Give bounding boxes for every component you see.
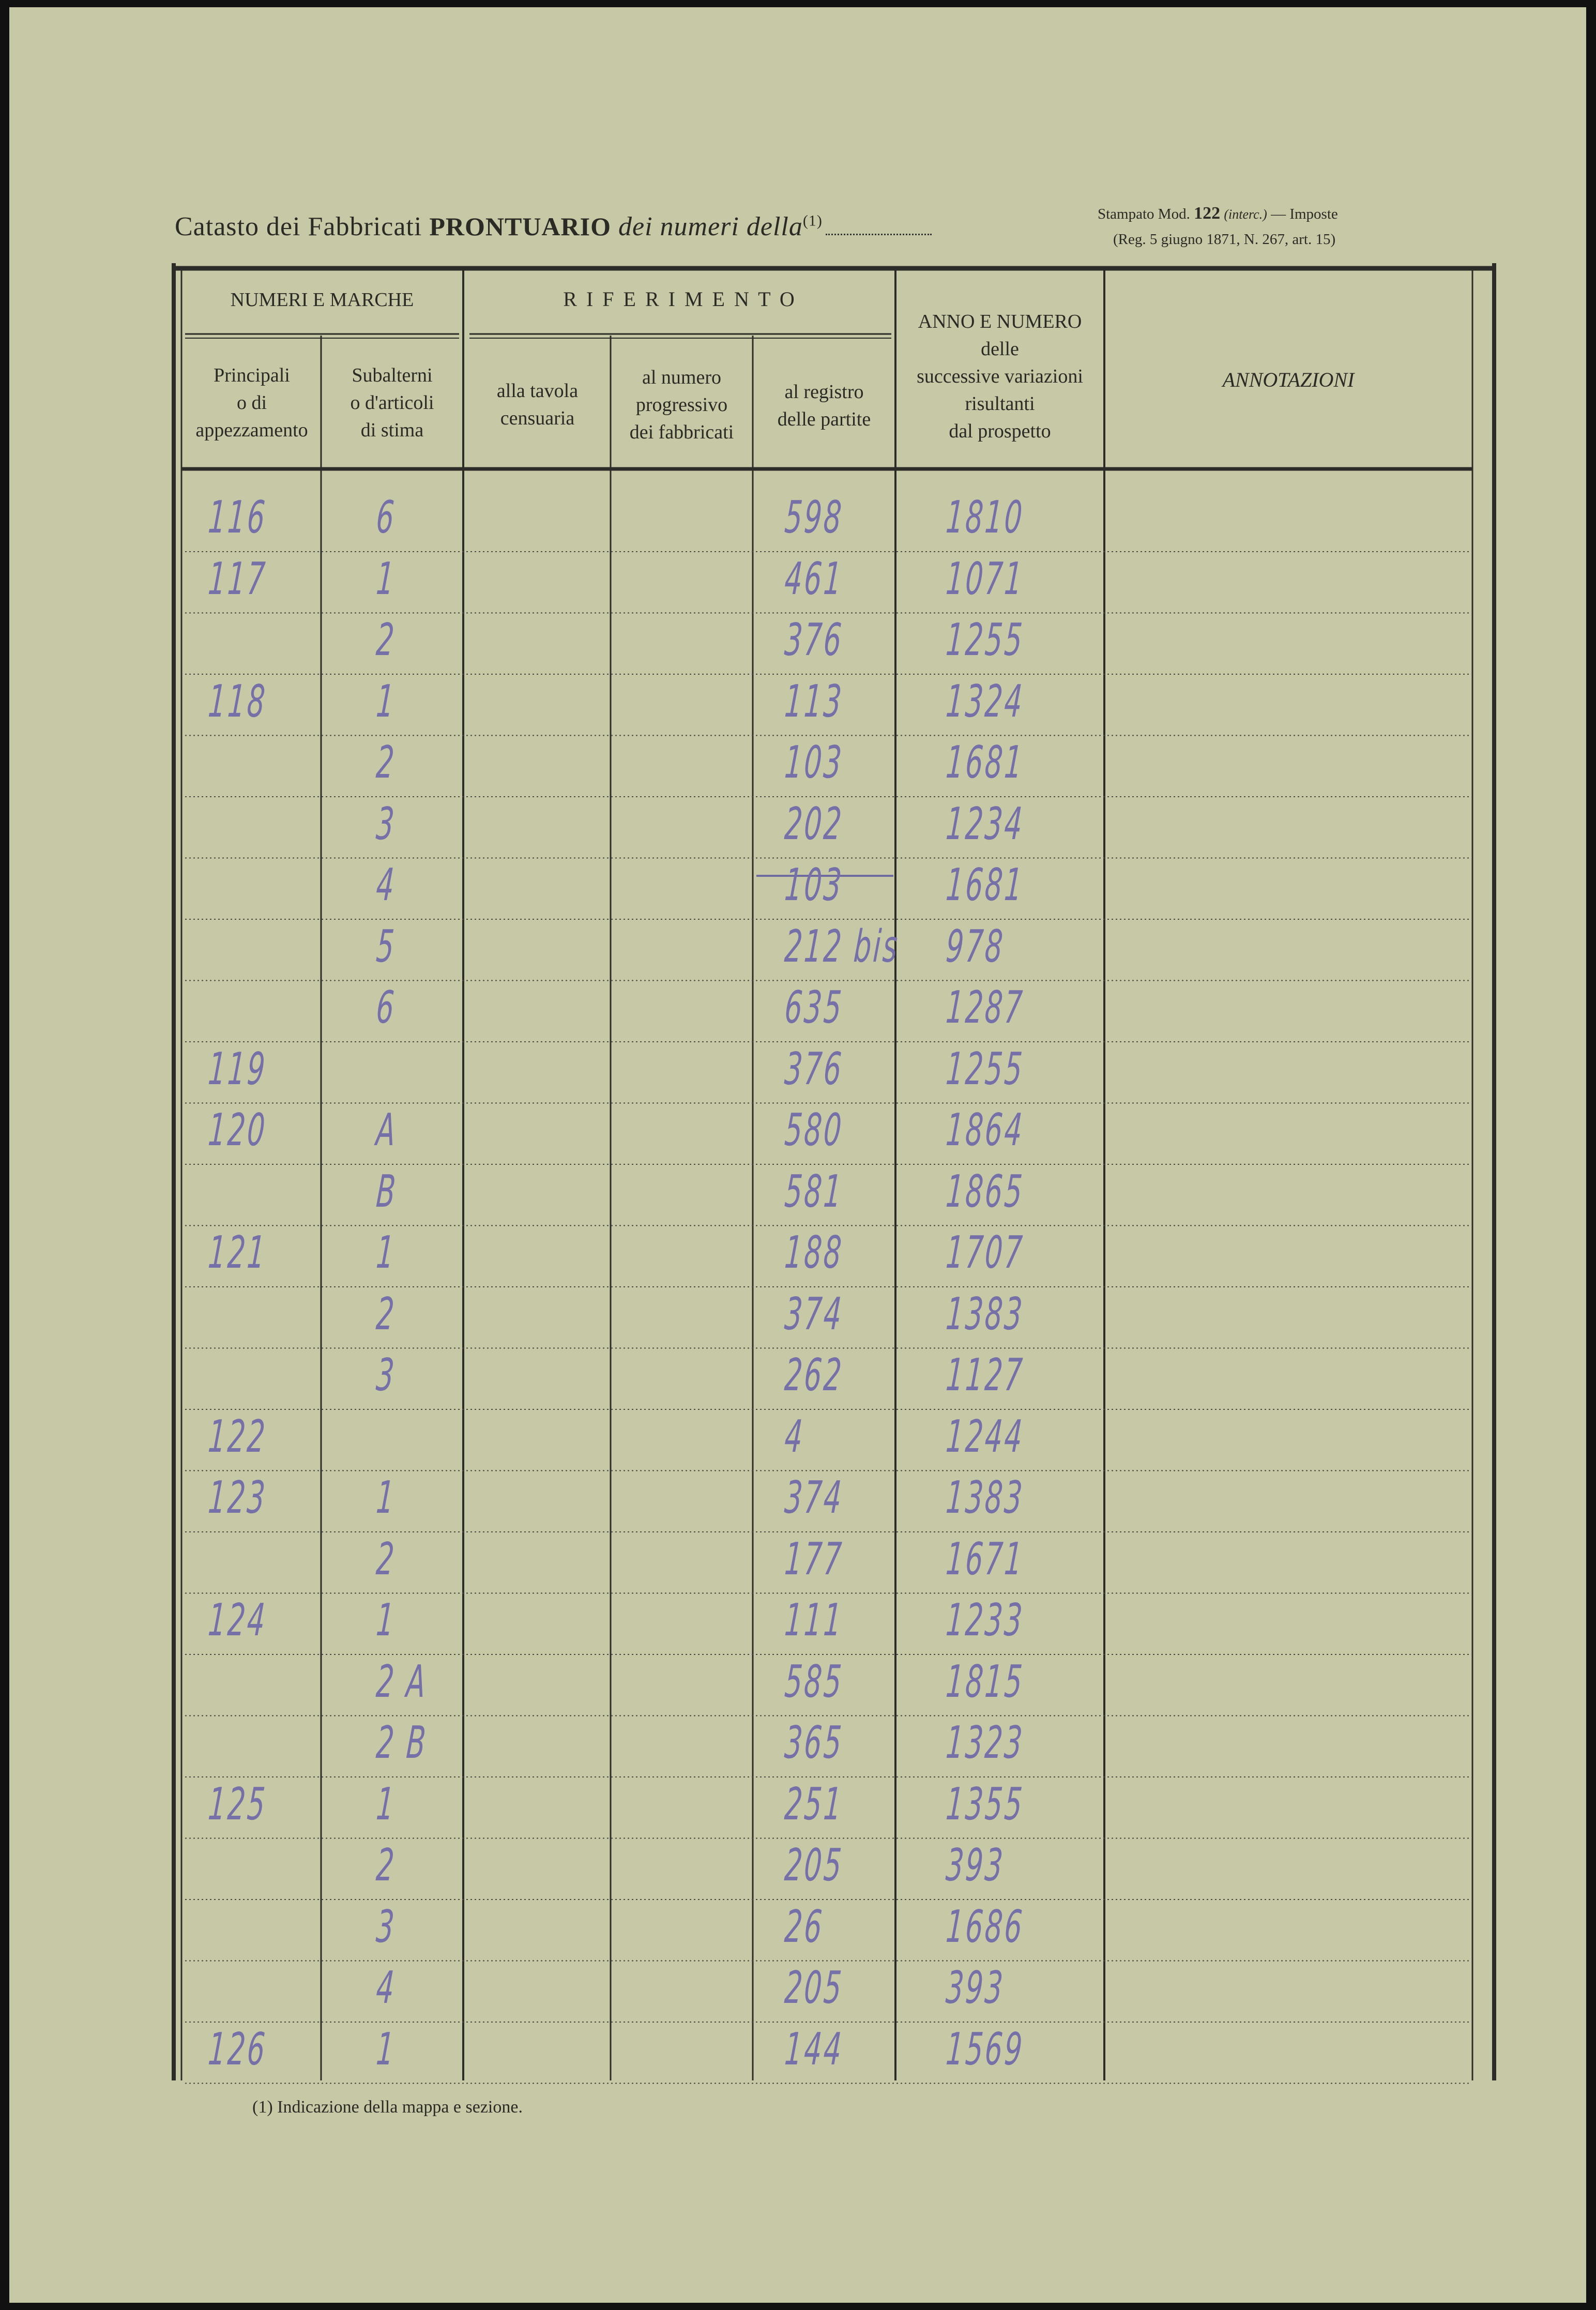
cell-anno: 1671 xyxy=(944,1533,1026,1585)
cell-subalterno: 1 xyxy=(374,675,398,727)
cell-anno: 1255 xyxy=(944,614,1026,666)
cell-anno: 1383 xyxy=(944,1288,1026,1340)
cell-registro: 376 xyxy=(783,1043,845,1095)
cell-anno: 1865 xyxy=(944,1165,1026,1218)
header-numeri-marche: NUMERI E MARCHE xyxy=(230,289,414,311)
cell-registro: 581 xyxy=(783,1165,845,1218)
cell-subalterno: 1 xyxy=(374,553,398,605)
cell-registro: 374 xyxy=(783,1288,845,1340)
cell-anno: 1681 xyxy=(944,737,1026,788)
header-progressivo-line2: progressivo xyxy=(635,394,728,416)
cell-subalterno: 6 xyxy=(374,982,398,1034)
cell-subalterno: 4 xyxy=(374,859,398,911)
cell-principale: 119 xyxy=(206,1043,269,1095)
cell-registro: 205 xyxy=(783,1840,845,1891)
title-bold: PRONTUARIO xyxy=(429,212,612,241)
cell-principale: 123 xyxy=(206,1472,269,1524)
cell-anno: 1287 xyxy=(944,982,1026,1034)
cell-registro: 461 xyxy=(783,553,845,605)
header-progressivo-line3: dei fabbricati xyxy=(629,421,734,443)
cell-registro: 4 xyxy=(783,1410,806,1463)
cell-principale: 117 xyxy=(206,553,269,605)
stamp-model-note: (interc.) xyxy=(1224,207,1267,222)
header-principali xyxy=(183,362,321,444)
cell-registro: 365 xyxy=(783,1717,845,1769)
cell-registro: 144 xyxy=(783,2023,845,2075)
cell-anno: 1810 xyxy=(944,492,1026,543)
cell-subalterno: 5 xyxy=(374,920,398,972)
cell-subalterno: 3 xyxy=(374,1349,398,1401)
cell-registro: 205 xyxy=(783,1962,845,2014)
cell-principale: 118 xyxy=(206,675,269,727)
header-principali-line3: appezzamento xyxy=(195,419,308,441)
cell-subalterno: 3 xyxy=(374,798,398,850)
header-principali-line1: Principali xyxy=(214,364,290,386)
cell-anno: 1255 xyxy=(944,1043,1026,1095)
cell-subalterno: 2 xyxy=(374,1288,398,1340)
cell-registro: 103 xyxy=(783,737,845,788)
cell-subalterno: 2 A xyxy=(374,1655,429,1708)
stamp-regulation: (Reg. 5 giugno 1871, N. 267, art. 15) xyxy=(1113,231,1336,248)
cell-anno: 393 xyxy=(944,1840,1007,1891)
cell-subalterno: A xyxy=(374,1104,399,1156)
cell-registro: 376 xyxy=(783,614,845,666)
header-anno-line3: successive variazioni xyxy=(917,366,1083,387)
cell-subalterno: 1 xyxy=(374,1778,398,1830)
header-subalterni-line1: Subalterni xyxy=(352,364,433,386)
cell-principale: 120 xyxy=(206,1104,269,1156)
header-anno-line4: risultanti xyxy=(965,393,1035,415)
header-anno-line5: dal prospetto xyxy=(949,420,1051,442)
cell-anno: 1355 xyxy=(944,1778,1026,1830)
cell-principale: 122 xyxy=(206,1410,269,1463)
cell-registro: 103 xyxy=(783,859,845,911)
footnote: (1) Indicazione della mappa e sezione. xyxy=(252,2098,523,2117)
cell-anno: 1864 xyxy=(944,1104,1026,1156)
header-anno-line2: delle xyxy=(981,338,1019,360)
cell-anno: 1686 xyxy=(944,1901,1026,1953)
cell-registro: 188 xyxy=(783,1227,845,1279)
cell-subalterno: 4 xyxy=(374,1962,398,2014)
cell-registro: 635 xyxy=(783,982,845,1034)
title-note-ref: (1) xyxy=(802,212,823,230)
cell-subalterno: 1 xyxy=(374,1594,398,1646)
cell-anno: 1815 xyxy=(944,1655,1026,1708)
cell-principale: 126 xyxy=(206,2023,269,2075)
cell-anno: 1707 xyxy=(944,1227,1026,1279)
cell-registro: 177 xyxy=(783,1533,845,1585)
cell-anno: 1233 xyxy=(944,1594,1026,1646)
cell-subalterno: 2 xyxy=(374,1533,398,1585)
header-progressivo xyxy=(611,364,753,446)
stamp-suffix: — Imposte xyxy=(1271,206,1338,222)
stamp-prefix: Stampato Mod. xyxy=(1098,206,1190,222)
cell-subalterno: 3 xyxy=(374,1901,398,1953)
cell-subalterno: 1 xyxy=(374,1227,398,1279)
header-tavola-line2: censuaria xyxy=(500,407,575,429)
title-prefix: Catasto dei Fabbricati xyxy=(175,212,422,241)
cell-registro: 585 xyxy=(783,1655,845,1708)
cell-subalterno: 2 xyxy=(374,614,398,666)
header-tavola xyxy=(464,377,611,432)
cell-subalterno: B xyxy=(374,1165,399,1218)
header-anno-line1: ANNO E NUMERO xyxy=(918,311,1082,332)
cell-anno: 1681 xyxy=(944,859,1026,911)
cell-anno: 1244 xyxy=(944,1410,1026,1463)
cell-registro: 113 xyxy=(783,675,845,727)
cell-registro: 262 xyxy=(783,1349,845,1401)
cell-anno: 1071 xyxy=(944,553,1026,605)
cell-registro: 26 xyxy=(783,1901,826,1953)
document-page xyxy=(9,7,1586,2303)
cell-subalterno: 2 B xyxy=(374,1717,429,1769)
cell-registro: 374 xyxy=(783,1472,845,1524)
header-annotazioni: ANNOTAZIONI xyxy=(1222,368,1355,391)
header-subalterni xyxy=(321,362,463,444)
header-riferimento: R I F E R I M E N T O xyxy=(563,287,797,311)
cell-subalterno: 2 xyxy=(374,1840,398,1891)
cell-registro: 111 xyxy=(783,1594,845,1646)
header-registro-line1: al registro xyxy=(784,381,864,403)
header-subalterni-line3: di stima xyxy=(360,419,424,441)
cell-principale: 116 xyxy=(206,492,269,543)
cell-registro: 598 xyxy=(783,492,845,543)
cell-subalterno: 2 xyxy=(374,737,398,788)
stamp-model: 122 xyxy=(1194,204,1221,223)
cell-anno: 1569 xyxy=(944,2023,1026,2075)
cell-registro: 212 bis xyxy=(783,920,901,972)
header-subalterni-line2: o d'articoli xyxy=(350,392,434,414)
cell-subalterno: 6 xyxy=(374,492,398,543)
cell-registro: 580 xyxy=(783,1104,845,1156)
cell-anno: 1323 xyxy=(944,1717,1026,1769)
cell-anno: 1324 xyxy=(944,675,1026,727)
header-registro-line2: delle partite xyxy=(777,408,871,430)
header-anno-numero xyxy=(895,308,1104,445)
header-progressivo-line1: al numero xyxy=(642,367,721,388)
cell-anno: 1234 xyxy=(944,798,1026,850)
cell-anno: 978 xyxy=(944,920,1007,972)
cell-subalterno: 1 xyxy=(374,2023,398,2075)
cell-principale: 121 xyxy=(206,1227,269,1279)
cell-registro: 202 xyxy=(783,798,845,850)
cell-registro: 251 xyxy=(783,1778,845,1830)
cell-subalterno: 1 xyxy=(374,1472,398,1524)
cell-anno: 393 xyxy=(944,1962,1007,2014)
header-principali-line2: o di xyxy=(236,392,267,414)
header-registro xyxy=(753,378,895,433)
cell-anno: 1127 xyxy=(944,1349,1026,1401)
header-tavola-line1: alla tavola xyxy=(496,380,579,402)
cell-anno: 1383 xyxy=(944,1472,1026,1524)
title-italic: dei numeri della xyxy=(618,212,803,241)
cell-principale: 124 xyxy=(206,1594,269,1646)
cell-principale: 125 xyxy=(206,1778,269,1830)
